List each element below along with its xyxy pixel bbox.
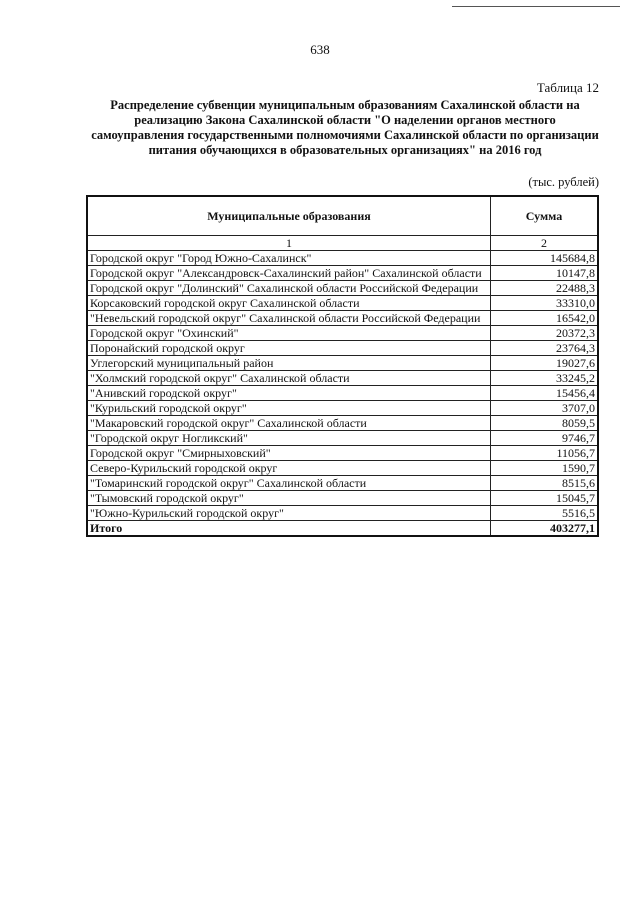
total-row — [87, 521, 598, 537]
municipality-name: "Макаровский городской округ" Сахалинской области — [87, 416, 491, 431]
table-label: Таблица 12 — [536, 80, 599, 95]
table-row — [87, 386, 598, 401]
subvention-sum: 5516,5 — [491, 506, 599, 521]
municipality-name: "Тымовский городской округ" — [87, 491, 491, 506]
subvention-sum: 15456,4 — [491, 386, 599, 401]
municipality-name: "Городской округ Ногликский" — [87, 431, 491, 446]
subvention-sum: 33245,2 — [491, 371, 599, 386]
table-row — [87, 491, 598, 506]
total-label: Итого — [87, 521, 491, 537]
subvention-sum: 3707,0 — [491, 401, 599, 416]
table-row — [87, 461, 598, 476]
column-number-2: 2 — [491, 236, 599, 251]
municipality-name: "Анивский городской округ" — [87, 386, 491, 401]
table-row — [87, 476, 598, 491]
subvention-table — [86, 195, 599, 537]
table-row — [87, 251, 598, 266]
table-row — [87, 341, 598, 356]
subvention-sum: 15045,7 — [491, 491, 599, 506]
municipality-name: "Холмский городской округ" Сахалинской области — [87, 371, 491, 386]
municipality-name: Городской округ "Смирныховский" — [87, 446, 491, 461]
subvention-sum: 8515,6 — [491, 476, 599, 491]
municipality-name: "Томаринский городской округ" Сахалинской области — [87, 476, 491, 491]
municipality-name: Городской округ "Долинский" Сахалинской области Российской Федерации — [87, 281, 491, 296]
table-row — [87, 281, 598, 296]
municipality-name: Углегорский муниципальный район — [87, 356, 491, 371]
subvention-sum: 1590,7 — [491, 461, 599, 476]
municipality-name: Городской округ "Охинский" — [87, 326, 491, 341]
column-header-municipality: Муниципальные образования — [87, 196, 491, 236]
table-row — [87, 371, 598, 386]
subvention-sum: 8059,5 — [491, 416, 599, 431]
top-rule — [452, 6, 620, 7]
table-row — [87, 266, 598, 281]
subvention-sum: 10147,8 — [491, 266, 599, 281]
unit-label: (тыс. рублей) — [528, 175, 599, 189]
subvention-sum: 145684,8 — [491, 251, 599, 266]
municipality-name: "Южно-Курильский городской округ" — [87, 506, 491, 521]
municipality-name: Северо-Курильский городской округ — [87, 461, 491, 476]
table-row — [87, 401, 598, 416]
municipality-name: "Курильский городской округ" — [87, 401, 491, 416]
subvention-sum: 22488,3 — [491, 281, 599, 296]
municipality-name: "Невельский городской округ" Сахалинской области Российской Федерации — [87, 311, 491, 326]
column-number-row — [87, 236, 598, 251]
table-row — [87, 296, 598, 311]
subvention-sum: 23764,3 — [491, 341, 599, 356]
total-sum: 403277,1 — [491, 521, 599, 537]
table-row — [87, 446, 598, 461]
document-title: Распределение субвенции муниципальным образованиям Сахалинской области на реализацию Закона Сахалинской области "О наделении органов местного самоуправления государственными полномочиями Сахалинской области по организации питания обучающихся в образовательных организациях" на 2016 год — [91, 98, 599, 157]
subvention-sum: 33310,0 — [491, 296, 599, 311]
table-row — [87, 431, 598, 446]
subvention-sum: 19027,6 — [491, 356, 599, 371]
subvention-sum: 16542,0 — [491, 311, 599, 326]
table-row — [87, 506, 598, 521]
municipality-name: Корсаковский городской округ Сахалинской области — [87, 296, 491, 311]
table-row — [87, 311, 598, 326]
table-row — [87, 356, 598, 371]
subvention-sum: 11056,7 — [491, 446, 599, 461]
table-row — [87, 326, 598, 341]
page-number: 638 — [310, 42, 330, 57]
subvention-sum: 9746,7 — [491, 431, 599, 446]
column-number-1: 1 — [87, 236, 491, 251]
table-row — [87, 416, 598, 431]
municipality-name: Городской округ "Город Южно-Сахалинск" — [87, 251, 491, 266]
municipality-name: Городской округ "Александровск-Сахалинский район" Сахалинской области — [87, 266, 491, 281]
municipality-name: Поронайский городской округ — [87, 341, 491, 356]
subvention-sum: 20372,3 — [491, 326, 599, 341]
table-header-row — [87, 196, 598, 236]
column-header-sum: Сумма — [491, 196, 599, 236]
